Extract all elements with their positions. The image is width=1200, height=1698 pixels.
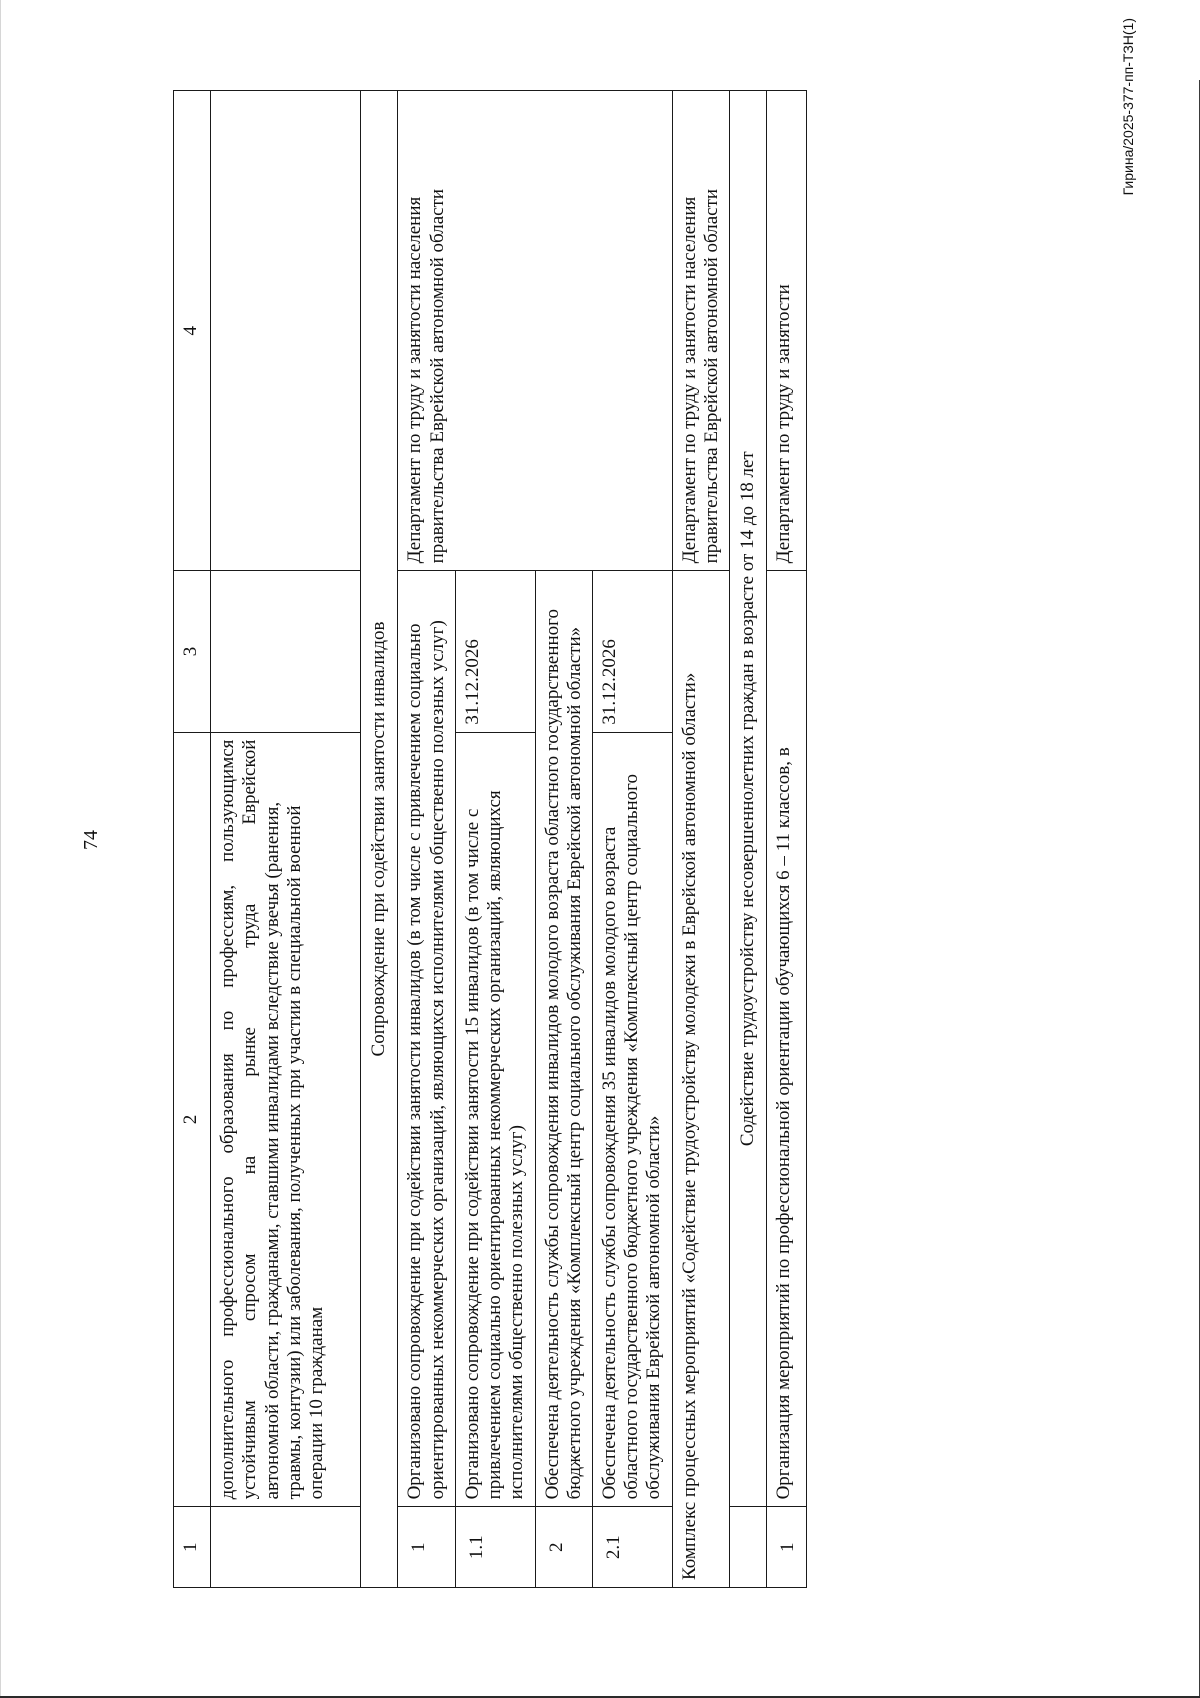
- row-text: Обеспечена деятельность службы сопровождения инвалидов молодого возраста областного государственного бюджетного учреждения «Комплексный центр социального обслуживания Еврейской автономной области»: [535, 571, 592, 1507]
- continued-text-end: автономной области, гражданами, ставшими инвалидами вследствие увечья (ранения, травмы, контузии) или заболевания, полученных при участии в специальной военной операции 10 гражданам: [261, 801, 328, 1500]
- row-date: 31.12.2026: [592, 571, 672, 732]
- table-row-continued: [211, 91, 361, 1588]
- table-header-row: [174, 91, 211, 1588]
- complex-title: Комплекс процессных мероприятий «Содействие трудоустройству молодежи в Еврейской автономной области»: [672, 571, 729, 1588]
- cell-text: [211, 732, 361, 1507]
- section-title: Содействие трудоустройству несовершеннолетних граждан в возрасте от 14 до 18 лет: [730, 91, 767, 1507]
- section-spacer: [730, 1507, 767, 1588]
- row-responsible: Департамент по труду и занятости: [767, 91, 807, 571]
- row-number: 2.1: [592, 1507, 672, 1588]
- row-date: 31.12.2026: [455, 571, 535, 732]
- cell-num: [211, 1507, 361, 1588]
- table-row: [398, 91, 455, 1588]
- page-number: 74: [80, 830, 102, 850]
- section-row: [361, 91, 398, 1588]
- cell-responsible: [211, 91, 361, 571]
- row-text: Организовано сопровождение при содействии занятости 15 инвалидов (в том числе с привлечением социально ориентированных некоммерческих организаций, являющихся исполнителями общественно полезных услуг): [455, 732, 535, 1507]
- row-number: 1.1: [455, 1507, 535, 1588]
- responsible-department: Департамент по труду и занятости населения правительства Еврейской автономной области: [398, 91, 672, 571]
- continued-text-start: дополнительного профессионального образования по профессиям, пользующимся устойчивым спросом на рынке труда Еврейской: [217, 739, 261, 1500]
- header-col-3: 3: [174, 571, 211, 732]
- section-row: [730, 91, 767, 1588]
- activity-plan-table: [173, 90, 807, 1588]
- row-number: 1: [767, 1507, 807, 1588]
- complex-responsible: Департамент по труду и занятости населения правительства Еврейской автономной области: [672, 91, 729, 571]
- row-number: 1: [398, 1507, 455, 1588]
- cell-date: [211, 571, 361, 732]
- row-text: Организовано сопровождение при содействии занятости инвалидов (в том числе с привлечением социально ориентированных некоммерческих организаций, являющихся исполнителями общественно полезных услуг): [398, 571, 455, 1507]
- header-col-4: 4: [174, 91, 211, 571]
- row-number: 2: [535, 1507, 592, 1588]
- header-col-1: 1: [174, 1507, 211, 1588]
- complex-row: [672, 91, 729, 1588]
- row-text: Обеспечена деятельность службы сопровождения 35 инвалидов молодого возраста областного государственного бюджетного учреждения «Комплексный центр социального обслуживания Еврейской автономной области»: [592, 732, 672, 1507]
- row-text: Организация мероприятий по профессиональной ориентации обучающихся 6 – 11 классов, в: [767, 571, 807, 1507]
- document-code: Гирина/2025-377-пп-ТЗН(1): [1120, 18, 1136, 196]
- section-title: Сопровождение при содействии занятости инвалидов: [361, 91, 398, 1588]
- header-col-2: 2: [174, 732, 211, 1507]
- table-row: [767, 91, 807, 1588]
